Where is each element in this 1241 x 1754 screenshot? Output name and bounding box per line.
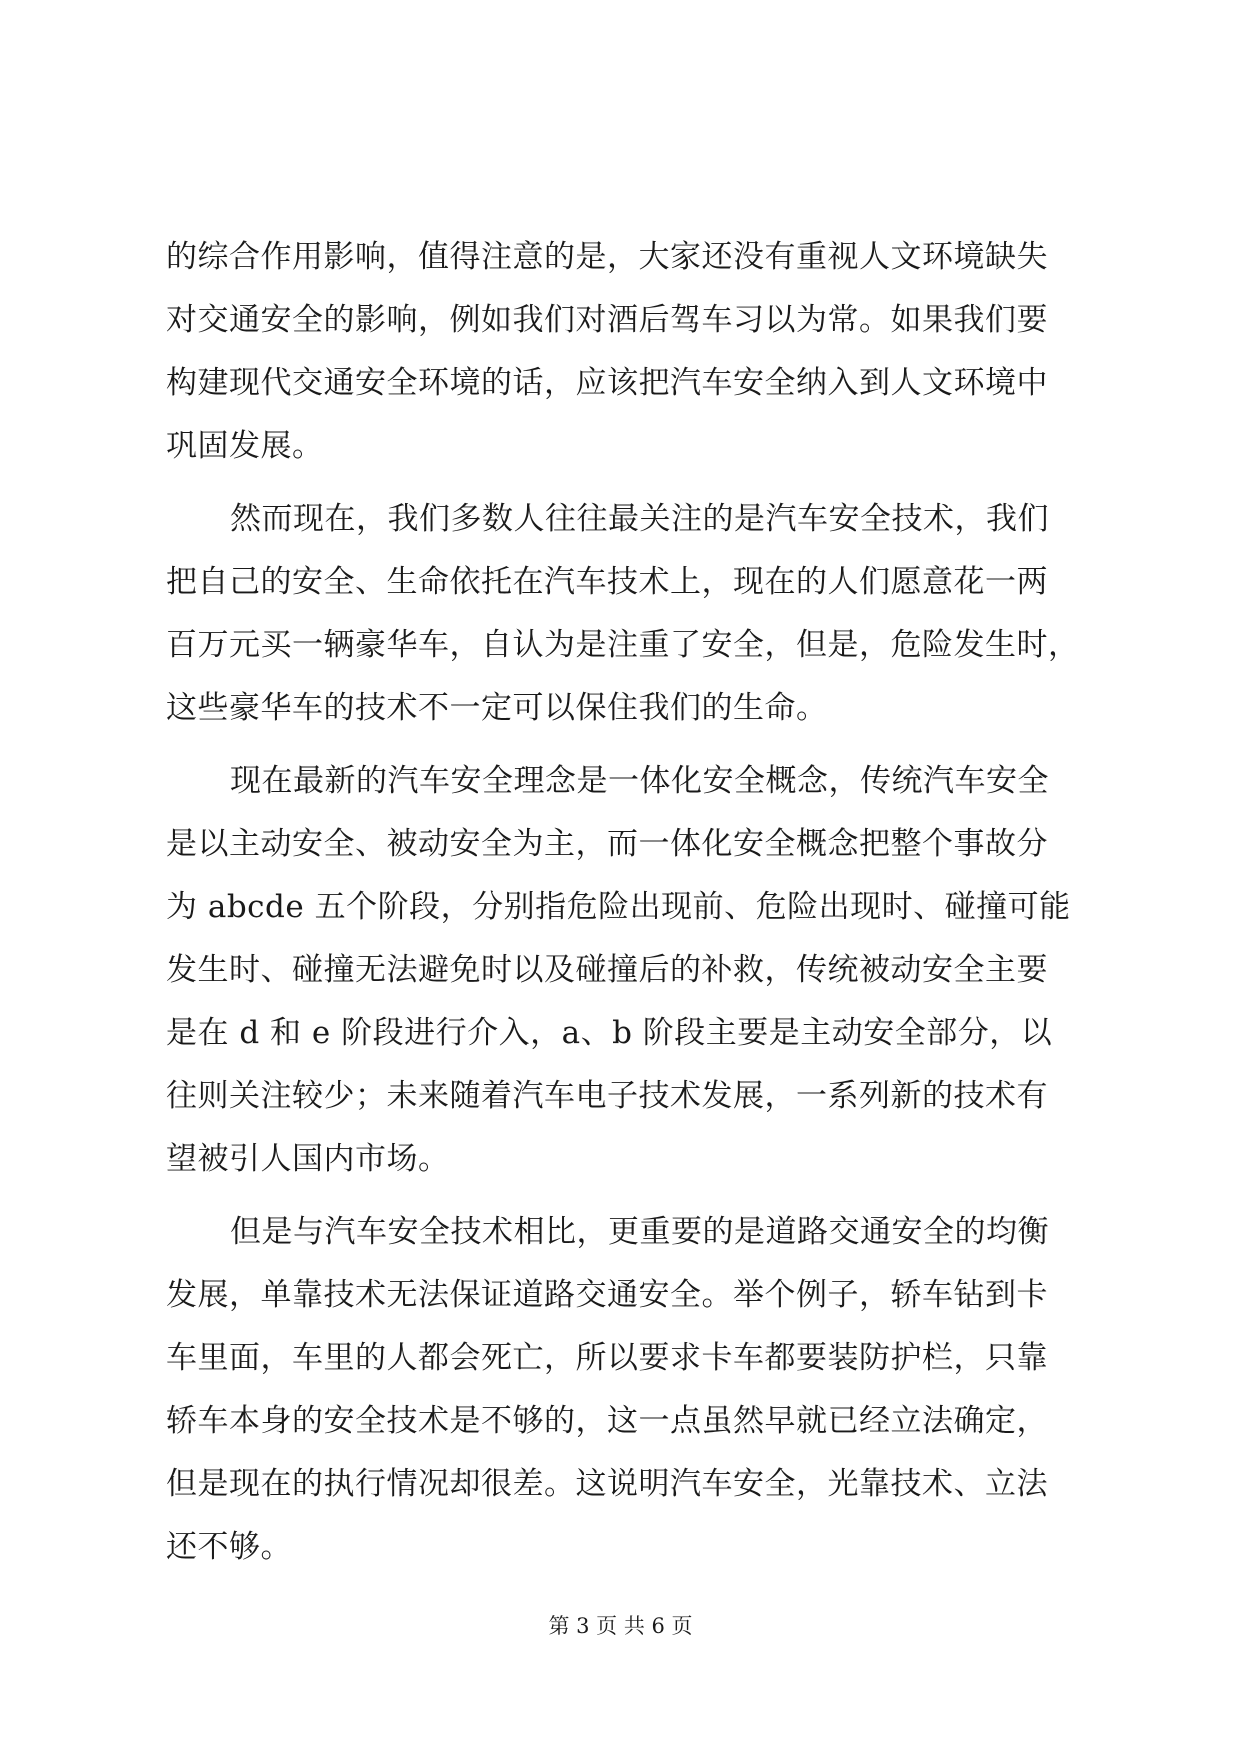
paragraph xyxy=(166,750,1076,1191)
text-line: 的综合作用影响，值得注意的是，大家还没有重视人文环境缺失 xyxy=(166,239,1048,275)
text-line: 这些豪华车的技术不一定可以保住我们的生命。 xyxy=(166,690,828,726)
text-line: 车里面，车里的人都会死亡，所以要求卡车都要装防护栏，只靠 xyxy=(166,1340,1048,1376)
page-number: 第 3 页 共 6 页 xyxy=(548,1614,693,1638)
text-line: 对交通安全的影响，例如我们对酒后驾车习以为常。如果我们要 xyxy=(166,302,1048,338)
text-line: 但是与汽车安全技术相比，更重要的是道路交通安全的均衡 xyxy=(230,1214,1049,1250)
paragraph-gap xyxy=(166,740,1076,750)
text-line: 但是现在的执行情况却很差。这说明汽车安全，光靠技术、立法 xyxy=(166,1466,1048,1502)
paragraph xyxy=(166,226,1076,478)
text-line: 然而现在，我们多数人往往最关注的是汽车安全技术，我们 xyxy=(230,501,1049,537)
document-body xyxy=(166,226,1080,1579)
text-line: 为 abcde 五个阶段，分别指危险出现前、危险出现时、碰撞可能 xyxy=(166,889,1071,925)
text-line: 现在最新的汽车安全理念是一体化安全概念，传统汽车安全 xyxy=(230,763,1049,799)
text-line: 是在 d 和 e 阶段进行介入，a、b 阶段主要是主动安全部分，以 xyxy=(166,1015,1053,1051)
text-line: 望被引人国内市场。 xyxy=(166,1141,450,1177)
text-line: 发生时、碰撞无法避免时以及碰撞后的补救，传统被动安全主要 xyxy=(166,952,1048,988)
page-footer xyxy=(0,1611,1241,1641)
text-line: 把自己的安全、生命依托在汽车技术上，现在的人们愿意花一两 xyxy=(166,564,1048,600)
text-line: 发展，单靠技术无法保证道路交通安全。举个例子，轿车钻到卡 xyxy=(166,1277,1048,1313)
paragraph xyxy=(166,488,1080,740)
text-line: 巩固发展。 xyxy=(166,428,324,464)
text-line: 还不够。 xyxy=(166,1529,292,1565)
text-line: 往则关注较少；未来随着汽车电子技术发展，一系列新的技术有 xyxy=(166,1078,1048,1114)
paragraph-gap xyxy=(166,478,1076,488)
paragraph xyxy=(166,1201,1076,1579)
text-line: 构建现代交通安全环境的话，应该把汽车安全纳入到人文环境中 xyxy=(166,365,1048,401)
paragraph-gap xyxy=(166,1191,1076,1201)
text-line: 是以主动安全、被动安全为主，而一体化安全概念把整个事故分 xyxy=(166,826,1048,862)
text-line: 百万元买一辆豪华车，自认为是注重了安全，但是，危险发生时， xyxy=(166,627,1080,663)
text-line: 轿车本身的安全技术是不够的，这一点虽然早就已经立法确定， xyxy=(166,1403,1048,1439)
